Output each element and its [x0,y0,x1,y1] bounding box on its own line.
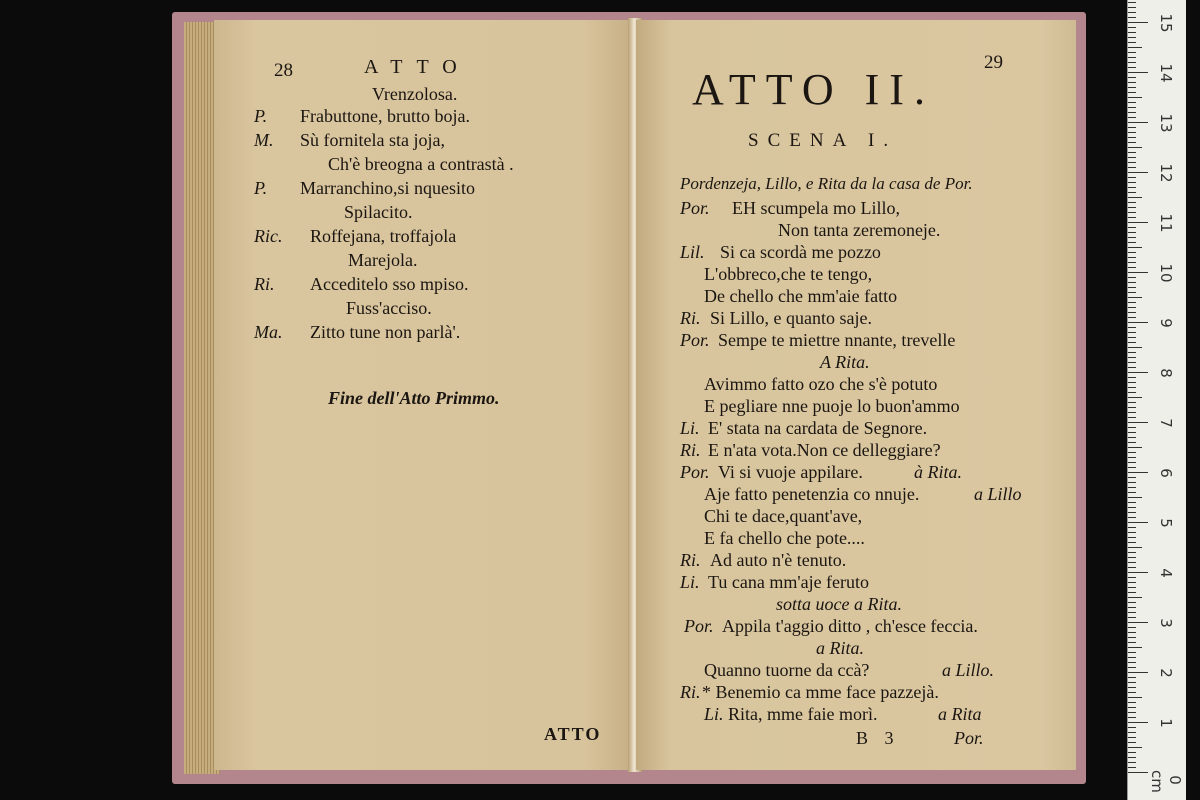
ruler-tick [1128,562,1136,563]
ruler-number: 6 [1157,468,1175,478]
ruler-tick [1128,707,1136,708]
ruler-tick [1128,432,1136,433]
ruler-tick [1128,332,1136,333]
ruler-tick [1128,67,1136,68]
ruler-tick [1128,322,1148,323]
right-line-8: A Rita. [820,352,870,372]
ruler-tick [1128,482,1136,483]
speaker-5: P. [254,178,268,198]
ruler-tick [1128,92,1136,93]
ruler-tick [1128,147,1142,148]
ruler-tick [1128,592,1136,593]
right-line-6: Si Lillo, e quanto saje. [710,308,872,328]
right-line-7: Sempe te miettre nnante, trevelle [718,330,956,350]
ruler-tick [1128,132,1136,133]
ruler-tick [1128,342,1136,343]
ruler-tick [1128,217,1136,218]
right-page-number: 29 [984,52,1003,73]
ruler-tick [1128,197,1142,198]
ruler-tick [1128,452,1136,453]
ruler-tick [1128,252,1136,253]
right-line-23: * Benemio ca mme face pazzejà. [702,682,939,702]
left-line-6: Spilacito. [344,202,413,222]
right-line-22: Quanno tuorne da ccà? [704,660,870,680]
ruler-tick [1128,582,1136,583]
ruler-tick [1128,287,1136,288]
right-line-13: Vi si vuoje appilare. [718,462,863,482]
ruler-number: 10 [1157,263,1175,283]
ruler-tick [1128,22,1148,23]
ruler-tick [1128,307,1136,308]
right-line-2: Non tanta zeremoneje. [778,220,941,240]
ruler-tick [1128,257,1136,258]
right-line-9: Avimmo fatto ozo che s'è potuto [704,374,938,394]
margin-note-1: à Rita. [914,462,962,482]
r-speaker-24: Li. [704,704,724,724]
left-line-7: Roffejana, troffajola [310,226,457,246]
ruler-tick [1128,117,1136,118]
speaker-7: Ric. [254,226,283,246]
ruler-tick [1128,157,1136,158]
ruler-tick [1128,767,1136,768]
ruler-tick [1128,577,1136,578]
ruler-tick [1128,497,1142,498]
ruler-tick [1128,537,1136,538]
ruler-tick [1128,742,1136,743]
ruler-tick [1128,567,1136,568]
ruler-tick [1128,637,1136,638]
ruler-tick [1128,507,1136,508]
ruler-tick [1128,747,1142,748]
ruler-tick [1128,27,1136,28]
ruler-tick [1128,102,1136,103]
r-speaker-17: Ri. [680,550,701,570]
speaker-11: Ma. [254,322,283,342]
ruler-tick [1128,702,1136,703]
right-line-19: sotta uoce a Rita. [776,594,902,614]
ruler-tick [1128,547,1142,548]
r-speaker-7: Por. [680,330,710,350]
ruler-tick [1128,752,1136,753]
ruler-tick [1128,137,1136,138]
ruler-tick [1128,302,1136,303]
ruler-tick [1128,272,1148,273]
ruler-tick [1128,42,1136,43]
ruler-tick [1128,72,1148,73]
ruler-number: 2 [1157,668,1175,678]
margin-note-4: a Rita [938,704,982,724]
r-speaker-12: Ri. [680,440,701,460]
ruler-tick [1128,382,1136,383]
ruler-tick [1128,757,1136,758]
ruler-tick [1128,247,1142,248]
left-line-1: Vrenzolosa. [372,84,458,104]
ruler-tick [1128,177,1136,178]
right-line-5: De chello che mm'aie fatto [704,286,898,306]
ruler-tick [1128,227,1136,228]
ruler-tick [1128,317,1136,318]
right-line-20: Appila t'aggio ditto , ch'esce feccia. [722,616,978,636]
act-title: ATTO II. [692,65,935,114]
ruler-tick [1128,517,1136,518]
left-line-3: Sù fornitela sta joja, [300,130,445,150]
ruler-tick [1128,112,1136,113]
ruler-tick [1128,477,1136,478]
right-line-1: EH scumpela mo Lillo, [732,198,900,218]
right-line-17: Ad auto n'è tenuto. [710,550,847,570]
ruler-tick [1128,717,1136,718]
ruler-tick [1128,612,1136,613]
ruler-tick [1128,47,1142,48]
ruler-tick [1128,417,1136,418]
ruler-tick [1128,82,1136,83]
ruler-tick [1128,17,1136,18]
ruler-tick [1128,642,1136,643]
ruler-number: 1 [1157,718,1175,728]
ruler-tick [1128,462,1136,463]
ruler-tick [1128,427,1136,428]
ruler-tick [1128,367,1136,368]
margin-note-3: a Lillo. [942,660,995,680]
ruler-tick [1128,377,1136,378]
ruler-tick [1128,107,1136,108]
ruler-number: 12 [1157,163,1175,183]
ruler-tick [1128,222,1148,223]
ruler-tick [1128,392,1136,393]
ruler-tick [1128,397,1142,398]
left-running-title: ATTO [364,56,471,78]
ruler-tick [1128,352,1136,353]
ruler-tick [1128,57,1136,58]
ruler-tick [1128,552,1136,553]
ruler-tick [1128,422,1148,423]
ruler-tick [1128,492,1136,493]
ruler-tick [1128,412,1136,413]
left-line-9: Acceditelo sso mpiso. [310,274,469,294]
left-line-4: Ch'è breogna a contrastà . [328,154,514,174]
ruler-tick [1128,52,1136,53]
speaker-2: P. [254,106,268,126]
right-page [636,20,1076,770]
ruler-tick [1128,277,1136,278]
ruler-tick [1128,2,1136,3]
ruler-tick [1128,522,1148,523]
ruler-tick [1128,622,1148,623]
ruler-tick [1128,172,1148,173]
ruler-tick [1128,457,1136,458]
ruler-tick [1128,77,1136,78]
ruler-number: 11 [1157,213,1175,233]
ruler-tick [1128,447,1142,448]
ruler-tick [1128,732,1136,733]
ruler-tick [1128,502,1136,503]
left-page-number: 28 [274,60,293,81]
signature-mark: B 3 [856,728,900,748]
ruler-tick [1128,292,1136,293]
ruler-tick [1128,142,1136,143]
ruler-tick [1128,312,1136,313]
ruler-tick [1128,657,1136,658]
ruler-tick [1128,32,1136,33]
ruler-tick [1128,402,1136,403]
margin-note-2: a Lillo [974,484,1022,504]
act-closing: Fine dell'Atto Primmo. [328,388,500,408]
ruler-tick [1128,712,1136,713]
left-line-11: Zitto tune non parlà'. [310,322,461,342]
r-speaker-18: Li. [680,572,700,592]
right-line-12: E n'ata vota.Non ce delleggiare? [708,440,941,460]
right-line-14: Aje fatto penetenzia co nnuje. [704,484,920,504]
ruler-tick [1128,282,1136,283]
left-line-10: Fuss'acciso. [346,298,432,318]
ruler-tick [1128,527,1136,528]
ruler-number: 14 [1157,63,1175,83]
ruler-tick [1128,467,1136,468]
ruler-tick [1128,192,1136,193]
measuring-ruler [1127,0,1186,800]
ruler-tick [1128,207,1136,208]
ruler-tick [1128,327,1136,328]
ruler-tick [1128,667,1136,668]
ruler-tick [1128,627,1136,628]
ruler-tick [1128,267,1136,268]
r-speaker-3: Lil. [680,242,705,262]
right-line-10: E pegliare nne puoje lo buon'ammo [704,396,960,416]
r-speaker-13: Por. [680,462,710,482]
right-line-16: E fa chello che pote.... [704,528,865,548]
ruler-tick [1128,487,1136,488]
ruler-number: 15 [1157,13,1175,33]
ruler-tick [1128,632,1136,633]
ruler-tick [1128,722,1148,723]
ruler-tick [1128,387,1136,388]
ruler-tick [1128,97,1142,98]
ruler-tick [1128,437,1136,438]
ruler-tick [1128,687,1136,688]
ruler-tick [1128,587,1136,588]
ruler-number: 9 [1157,318,1175,328]
ruler-number: 5 [1157,518,1175,528]
right-line-18: Tu cana mm'aje feruto [708,572,870,592]
r-speaker-20: Por. [684,616,714,636]
ruler-tick [1128,12,1136,13]
ruler-tick [1128,362,1136,363]
ruler-number: 8 [1157,368,1175,378]
right-line-15: Chi te dace,quant'ave, [704,506,863,526]
r-speaker-1: Por. [680,198,710,218]
ruler-tick [1128,442,1136,443]
ruler-tick [1128,532,1136,533]
right-catchword: Por. [954,728,984,748]
ruler-tick [1128,557,1136,558]
ruler-tick [1128,772,1148,773]
ruler-tick [1128,242,1136,243]
ruler-number: 3 [1157,618,1175,628]
ruler-tick [1128,187,1136,188]
speaker-3: M. [254,130,274,150]
ruler-tick [1128,182,1136,183]
ruler-tick [1128,202,1136,203]
ruler-tick [1128,647,1142,648]
ruler-tick [1128,607,1136,608]
ruler-tick [1128,727,1136,728]
ruler-tick [1128,737,1136,738]
ruler-tick [1128,162,1136,163]
r-speaker-6: Ri. [680,308,701,328]
ruler-tick [1128,372,1148,373]
right-line-4: L'obbreco,che te tengo, [704,264,873,284]
right-line-21: a Rita. [816,638,864,658]
ruler-tick [1128,127,1136,128]
ruler-tick [1128,337,1136,338]
r-speaker-23: Ri. [680,682,701,702]
r-speaker-11: Li. [680,418,700,438]
left-line-2: Frabuttone, brutto boja. [300,106,470,126]
right-line-24: Rita, mme faie morì. [728,704,878,724]
ruler-tick [1128,602,1136,603]
ruler-tick [1128,232,1136,233]
ruler-number: 13 [1157,113,1175,133]
ruler-tick [1128,472,1148,473]
ruler-tick [1128,512,1136,513]
scene-heading: SCENA I. [748,130,898,151]
right-line-3: Si ca scordà me pozzo [720,242,881,262]
ruler-tick [1128,297,1142,298]
ruler-zero-label: 0 cm [1148,770,1184,793]
ruler-tick [1128,122,1148,123]
ruler-number: 4 [1157,568,1175,578]
ruler-tick [1128,407,1136,408]
ruler-tick [1128,692,1136,693]
ruler-tick [1128,677,1136,678]
ruler-tick [1128,697,1142,698]
ruler-tick [1128,682,1136,683]
ruler-tick [1128,237,1136,238]
cast-line: Pordenzeja, Lillo, e Rita da la casa de Por. [680,174,973,193]
left-line-5: Marranchino,si nquesito [300,178,475,198]
left-line-8: Marejola. [348,250,418,270]
ruler-tick [1128,762,1136,763]
ruler-tick [1128,167,1136,168]
ruler-tick [1128,347,1142,348]
left-catchword: ATTO [544,724,602,744]
speaker-9: Ri. [254,274,275,294]
ruler-tick [1128,652,1136,653]
ruler-tick [1128,37,1136,38]
ruler-tick [1128,617,1136,618]
ruler-tick [1128,152,1136,153]
ruler-tick [1128,262,1136,263]
ruler-tick [1128,62,1136,63]
ruler-tick [1128,662,1136,663]
ruler-tick [1128,572,1148,573]
ruler-number: 7 [1157,418,1175,428]
ruler-tick [1128,7,1136,8]
ruler-tick [1128,357,1136,358]
ruler-tick [1128,542,1136,543]
ruler-tick [1128,212,1136,213]
left-page [214,20,634,770]
ruler-tick [1128,597,1142,598]
ruler-tick [1128,87,1136,88]
right-line-11: E' stata na cardata de Segnore. [708,418,928,438]
ruler-tick [1128,672,1148,673]
